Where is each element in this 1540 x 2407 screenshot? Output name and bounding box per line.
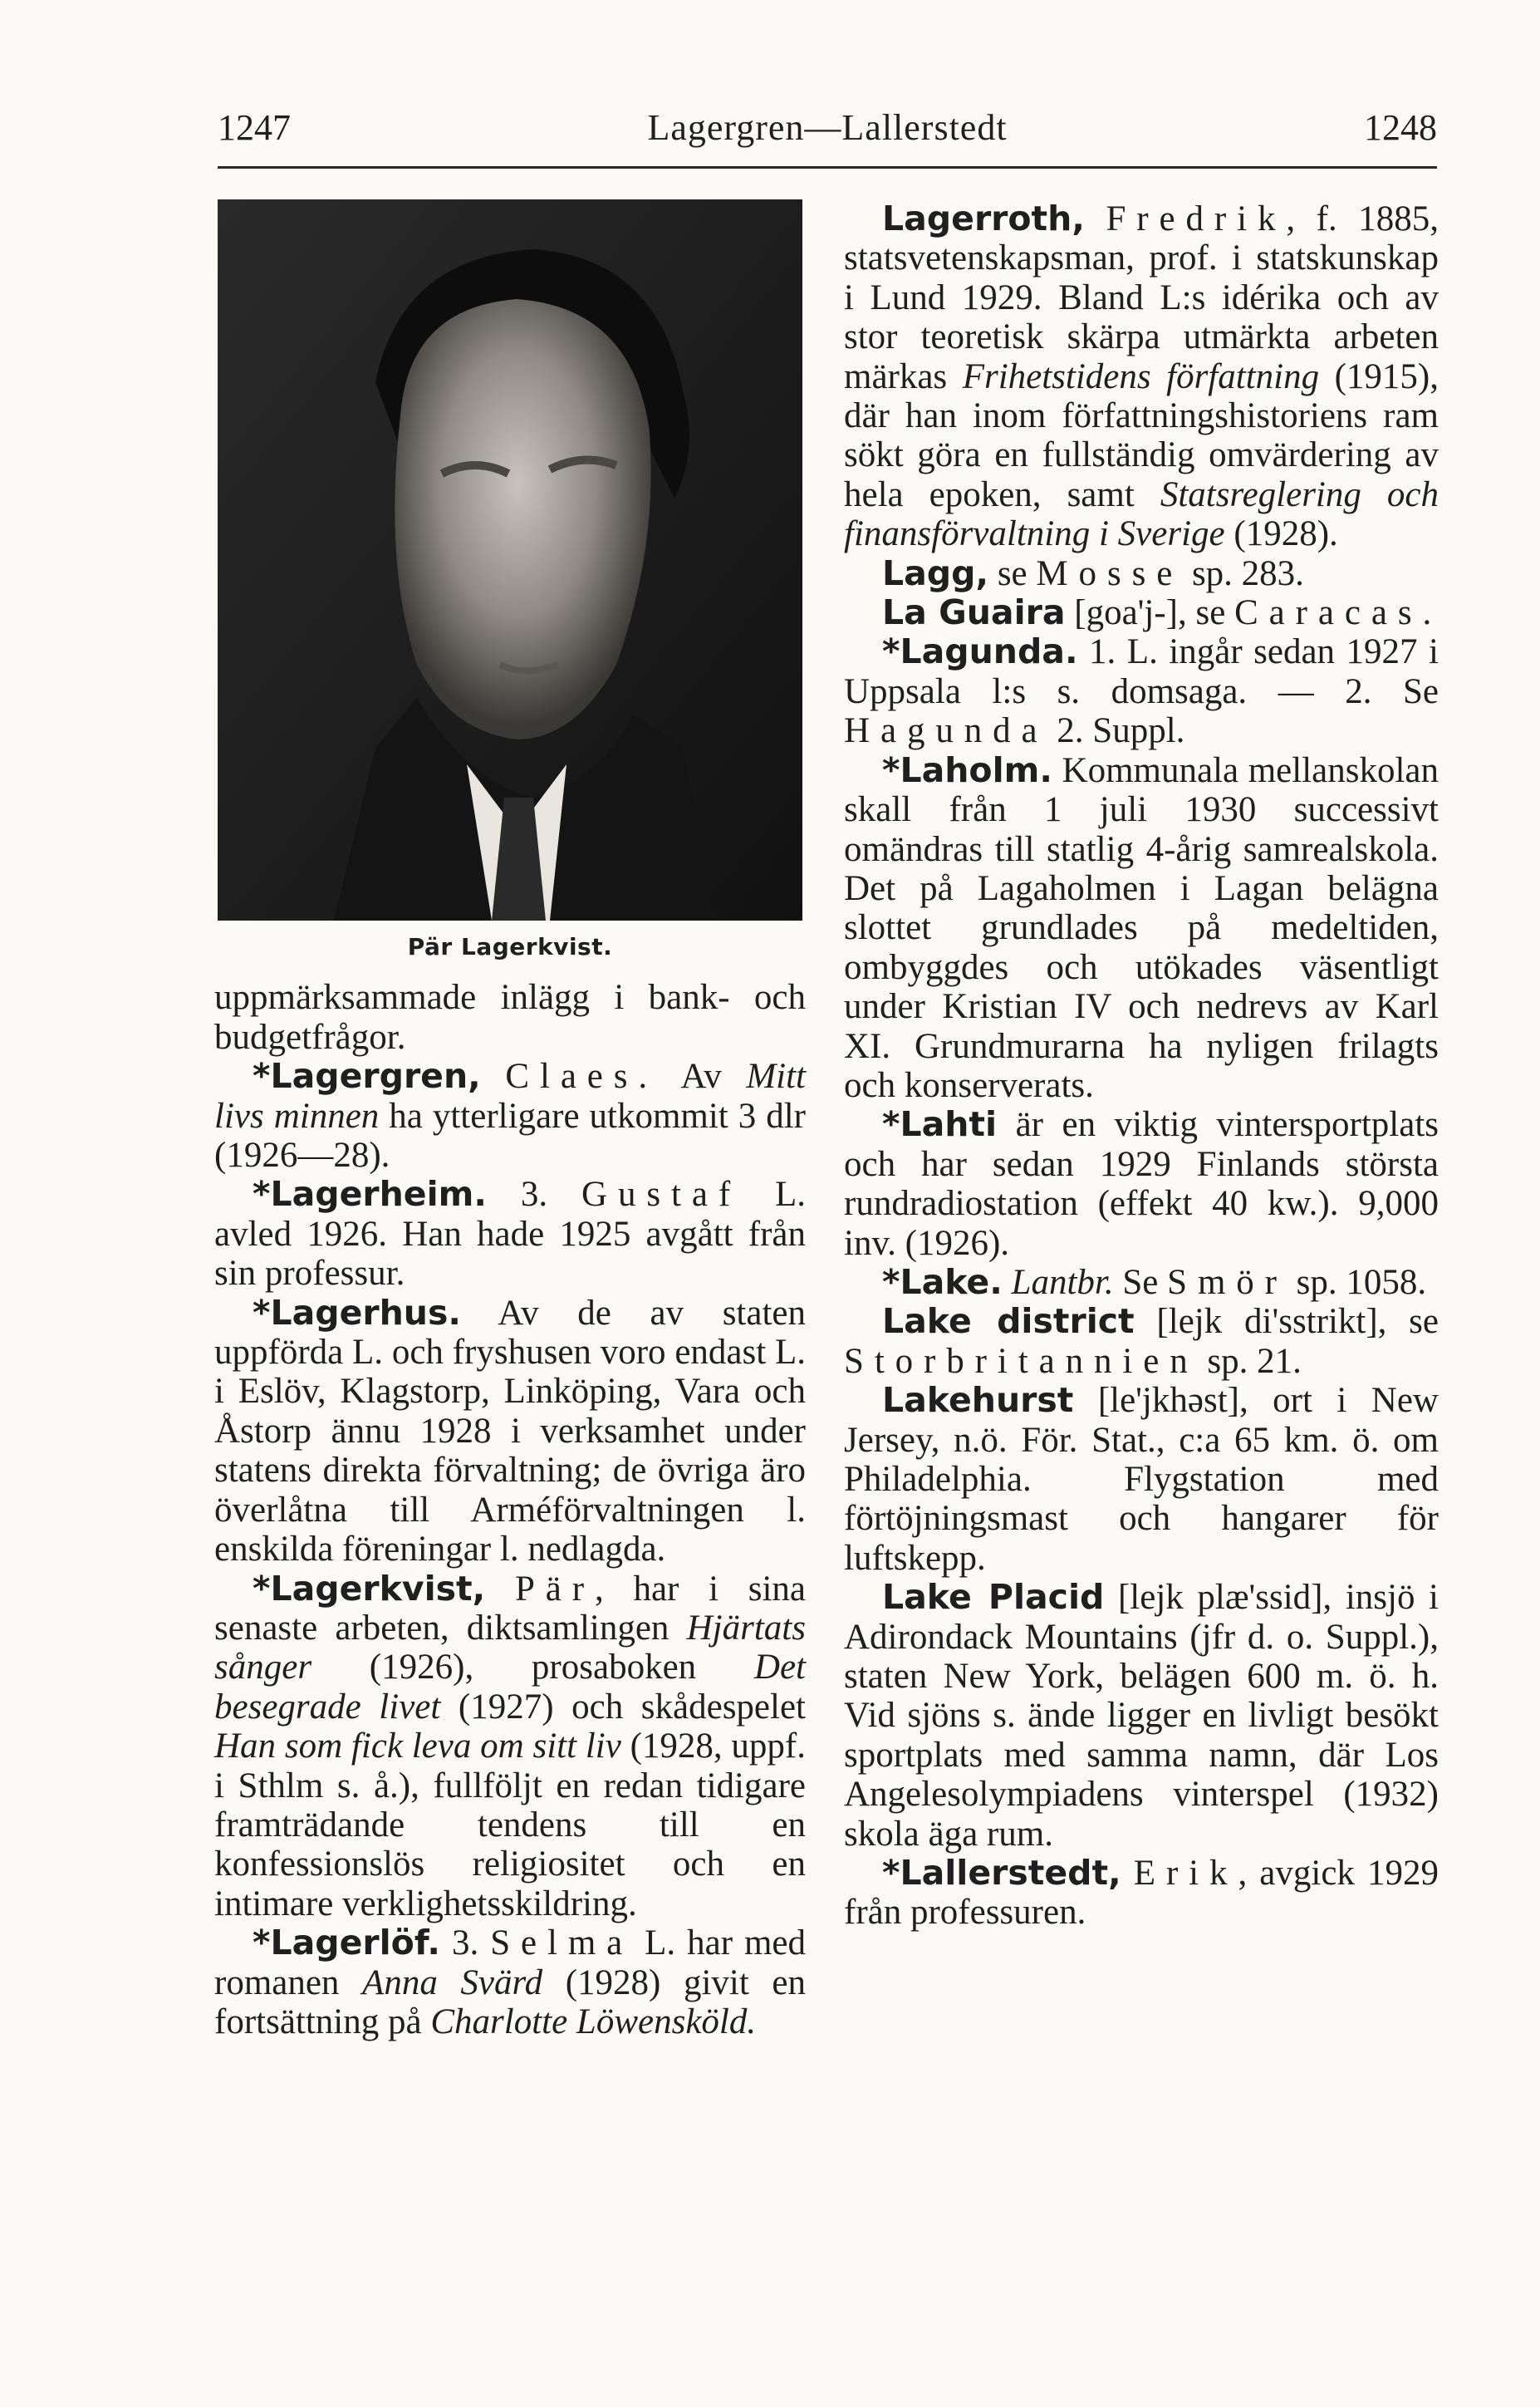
page-header (218, 106, 1437, 156)
portrait-photo (218, 199, 802, 921)
headword: Lagg, (882, 553, 989, 593)
headword: *Lake. (882, 1261, 1003, 1302)
headword: La Guaira (882, 592, 1066, 633)
entry-lagerhus: *Lagerhus. Av de av staten uppförda L. och fryshusen voro endast L. i Eslöv, Klagstorp, Linköping, Vara och Åstorp ännu 1928 i verksamhet under statens direkta förvaltning; de övriga äro överlåtna till Arméförvaltningen l. enskilda föreningar l. nedlagda. (214, 1292, 806, 1569)
left-column (214, 199, 806, 2041)
entry-lagergren: *Lagergren, Claes. Av Mitt livs minnen ha ytterligare utkommit 3 dlr (1926—28). (214, 1056, 806, 1176)
headword: *Lagergren, (253, 1056, 481, 1097)
entry-lallerstedt: *Lallerstedt, Erik, avgick 1929 från professuren. (844, 1853, 1439, 1933)
entry-lagerroth: Lagerroth, Fredrik, f. 1885, statsvetenskapsman, prof. i statskunskap i Lund 1929. Bland L:s idérika och av stor teoretisk skärpa utmärkta arbeten märkas Frihetstidens författning (1915), där han inom författningshistoriens ram sökt göra en fullständig omvärdering av hela epoken, samt Statsreglering och finansförvaltning i Sverige (1928). (844, 199, 1439, 554)
entry-lagg: Lagg, se Mosse sp. 283. (882, 553, 1304, 593)
entry-la-guaira: La Guaira [goa'j-], se Caracas. (882, 592, 1432, 633)
headword: *Lahti (882, 1104, 998, 1145)
headword: *Laholm. (882, 749, 1052, 790)
entry-lahti: *Lahti är en viktig vintersportplats och har sedan 1929 Finlands största rundradiostation (effekt 40 kw.). 9,000 inv. (1926). (844, 1104, 1439, 1263)
entry-lake-district: Lake district [lejk di'sstrikt], se Storbritannien sp. 21. (844, 1301, 1439, 1381)
headword: *Lagunda. (882, 631, 1078, 672)
entry-laholm: *Laholm. Kommunala mellanskolan skall från 1 juli 1930 successivt omändras till statlig 4-årig samrealskola. Det på Lagaholmen i Lagan belägna slottet grundlades på medeltiden, ombyggdes och utökades väsentligt under Kristian IV och nedrevs av Karl XI. Grundmurarna ha nyligen frilagts och konserverats. (844, 749, 1439, 1105)
headword: *Lagerlöf. (253, 1923, 441, 1963)
entry-lagerlof: *Lagerlöf. 3. Selma L. har med romanen Anna Svärd (1928) givit en fortsättning på Charlotte Löwensköld. (214, 1923, 807, 2041)
headword: Lake Placid (882, 1577, 1105, 1618)
entry-lake: *Lake. Lantbr. Se Smör sp. 1058. (882, 1261, 1427, 1302)
entry-lake-placid: Lake Placid [lejk plæ'ssid], insjö i Adirondack Mountains (jfr d. o. Suppl.), staten New York, belägen 600 m. ö. h. Vid sjöns s. ände ligger en livligt besökt sportplats med samma namn, där Los Angelesolympiadens vinterspel (1932) skola äga rum. (844, 1577, 1439, 1854)
entry-lakehurst: Lakehurst [le'jkhəst], ort i New Jersey, n.ö. För. Stat., c:a 65 km. ö. om Philadelphia. Flygstation med förtöjningsmast och hangarer för luftskepp. (844, 1380, 1439, 1578)
portrait-caption: Pär Lagerkvist. (407, 933, 613, 960)
header-rule (218, 166, 1437, 169)
entry-continuation: uppmärksammade inlägg i bank- och budgetfrågor. (214, 978, 806, 1057)
entry-lagunda: *Lagunda. 1. L. ingår sedan 1927 i Uppsala l:s s. domsaga. — 2. Se Hagunda 2. Suppl. (844, 631, 1439, 751)
headword: *Lallerstedt, (882, 1853, 1121, 1894)
entry-lagerkvist: *Lagerkvist, Pär, har i sina senaste arbeten, diktsamlingen Hjärtats sånger (1926), prosaboken Det besegrade livet (1927) och skådespelet Han som fick leva om sitt liv (1928, uppf. i Sthlm s. å.), fullföljt en redan tidigare framträdande tendens till en konfessionslös religiositet och en intimare verklighetsskildring. (214, 1568, 806, 1923)
headword: *Lagerheim. (253, 1174, 487, 1215)
right-column (844, 199, 1439, 1933)
headword: Lakehurst (882, 1380, 1074, 1421)
headword: Lake district (882, 1301, 1135, 1342)
headword: *Lagerhus. (253, 1292, 461, 1333)
running-title: Lagergren—Lallerstedt (647, 107, 1008, 148)
entry-lagerheim: *Lagerheim. 3. Gustaf L. avled 1926. Han hade 1925 avgått från sin professur. (214, 1174, 806, 1294)
page-number-left: 1247 (218, 107, 291, 148)
page-number-right: 1248 (1364, 107, 1437, 148)
headword: Lagerroth, (882, 199, 1085, 238)
headword: *Lagerkvist, (253, 1568, 486, 1609)
